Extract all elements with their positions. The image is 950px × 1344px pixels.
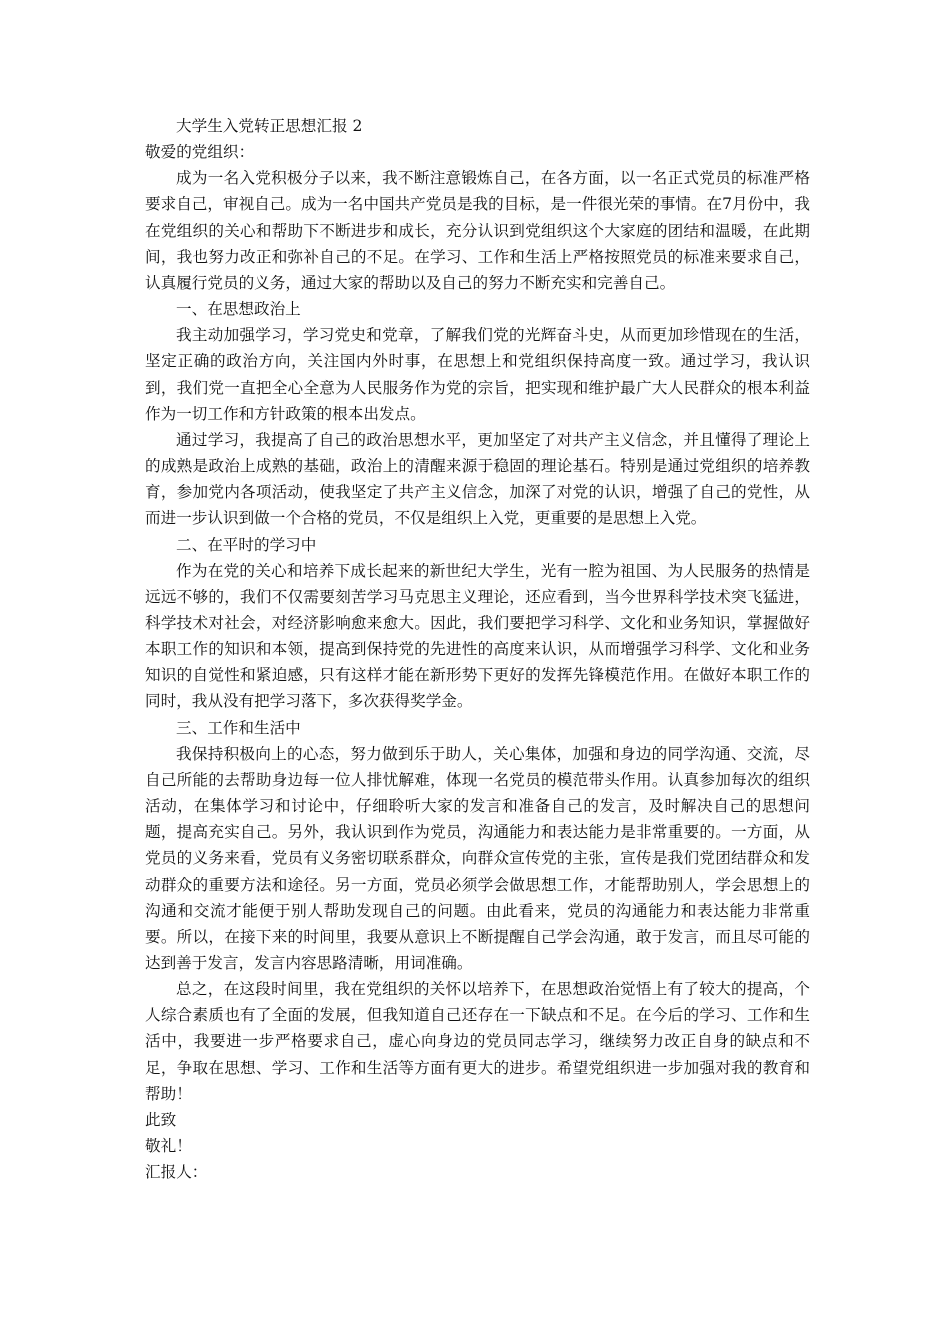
paragraph-intro: 成为一名入党积极分子以来，我不断注意锻炼自己，在各方面，以一名正式党员的标准严格要求自己，审视自己。成为一名中国共产党员是我的目标，是一件很光荣的事情。在7月份中，我在党组织的关心和帮助下不断进步和成长，充分认识到党组织这个大家庭的团结和温暖，在此期间，我也努力改正和弥补自己的不足。在学习、工作和生活上严格按照党员的标准来要求自己，认真履行党员的义务，通过大家的帮助以及自己的努力不断充实和完善自己。 bbox=[145, 169, 810, 292]
paragraph-study: 作为在党的关心和培养下成长起来的新世纪大学生，光有一腔为祖国、为人民服务的热情是远远不够的，我们不仅需要刻苦学习马克思主义理论，还应看到，当今世界科学技术突飞猛进，科学技术对社会，对经济影响愈来愈大。因此，我们要把学习科学、文化和业务知识，掌握做好本职工作的知识和本领，提高到保持党的先进性的高度来认识，从而增强学习科学、文化和业务知识的自觉性和紧迫感，只有这样才能在新形势下更好的发挥先锋模范作用。在做好本职工作的同时，我从没有把学习落下，多次获得奖学金。 bbox=[145, 561, 810, 711]
salutation: 敬爱的党组织： bbox=[145, 143, 255, 162]
closing-line-1: 此致 bbox=[145, 1110, 177, 1129]
section-heading-study: 二、在平时的学习中 bbox=[176, 535, 317, 554]
document-title: 大学生入党转正思想汇报 2 bbox=[176, 117, 363, 135]
paragraph-work-life: 我保持积极向上的心态，努力做到乐于助人，关心集体，加强和身边的同学沟通、交流，尽自己所能的去帮助身边每一位人排忧解难，体现一名党员的模范带头作用。认真参加每次的组织活动，在集体学习和讨论中，仔细聆听大家的发言和准备自己的发言，及时解决自己的思想问题，提高充实自己。另外，我认识到作为党员，沟通能力和表达能力是非常重要的。一方面，从党员的义务来看，党员有义务密切联系群众，向群众宣传党的主张，宣传是我们党团结群众和发动群众的重要方法和途径。另一方面，党员必须学会做思想工作，才能帮助别人，学会思想上的沟通和交流才能便于别人帮助发现自己的问题。由此看来，党员的沟通能力和表达能力非常重要。所以，在接下来的时间里，我要从意识上不断提醒自己学会沟通，敢于发言，而且尽可能的达到善于发言，发言内容思路清晰，用词准确。 bbox=[145, 744, 810, 972]
paragraph-politics-2: 通过学习，我提高了自己的政治思想水平，更加坚定了对共产主义信念，并且懂得了理论上的成熟是政治上成熟的基础，政治上的清醒来源于稳固的理论基石。特别是通过党组织的培养教育，参加党内各项活动，使我坚定了共产主义信念，加深了对党的认识，增强了自己的党性，从而进一步认识到做一个合格的党员，不仅是组织上入党，更重要的是思想上入党。 bbox=[145, 430, 810, 528]
paragraph-politics-1: 我主动加强学习，学习党史和党章，了解我们党的光辉奋斗史，从而更加珍惜现在的生活，坚定正确的政治方向，关注国内外时事，在思想上和党组织保持高度一致。通过学习，我认识到，我们党一直把全心全意为人民服务作为党的宗旨，把实现和维护最广大人民群众的根本利益作为一切工作和方针政策的根本出发点。 bbox=[145, 326, 810, 423]
signature-line: 汇报人： bbox=[145, 1163, 208, 1182]
closing-line-2: 敬礼！ bbox=[145, 1137, 192, 1156]
document-page bbox=[145, 113, 810, 1185]
section-heading-work-life: 三、工作和生活中 bbox=[176, 718, 301, 737]
section-heading-politics: 一、在思想政治上 bbox=[176, 300, 301, 319]
paragraph-conclusion: 总之，在这段时间里，我在党组织的关怀以培养下，在思想政治觉悟上有了较大的提高，个人综合素质也有了全面的发展，但我知道自己还存在一下缺点和不足。在今后的学习、工作和生活中，我要进一步严格要求自己，虚心向身边的党员同志学习，继续努力改正自身的缺点和不足，争取在思想、学习、工作和生活等方面有更大的进步。希望党组织进一步加强对我的教育和帮助！ bbox=[145, 980, 810, 1103]
